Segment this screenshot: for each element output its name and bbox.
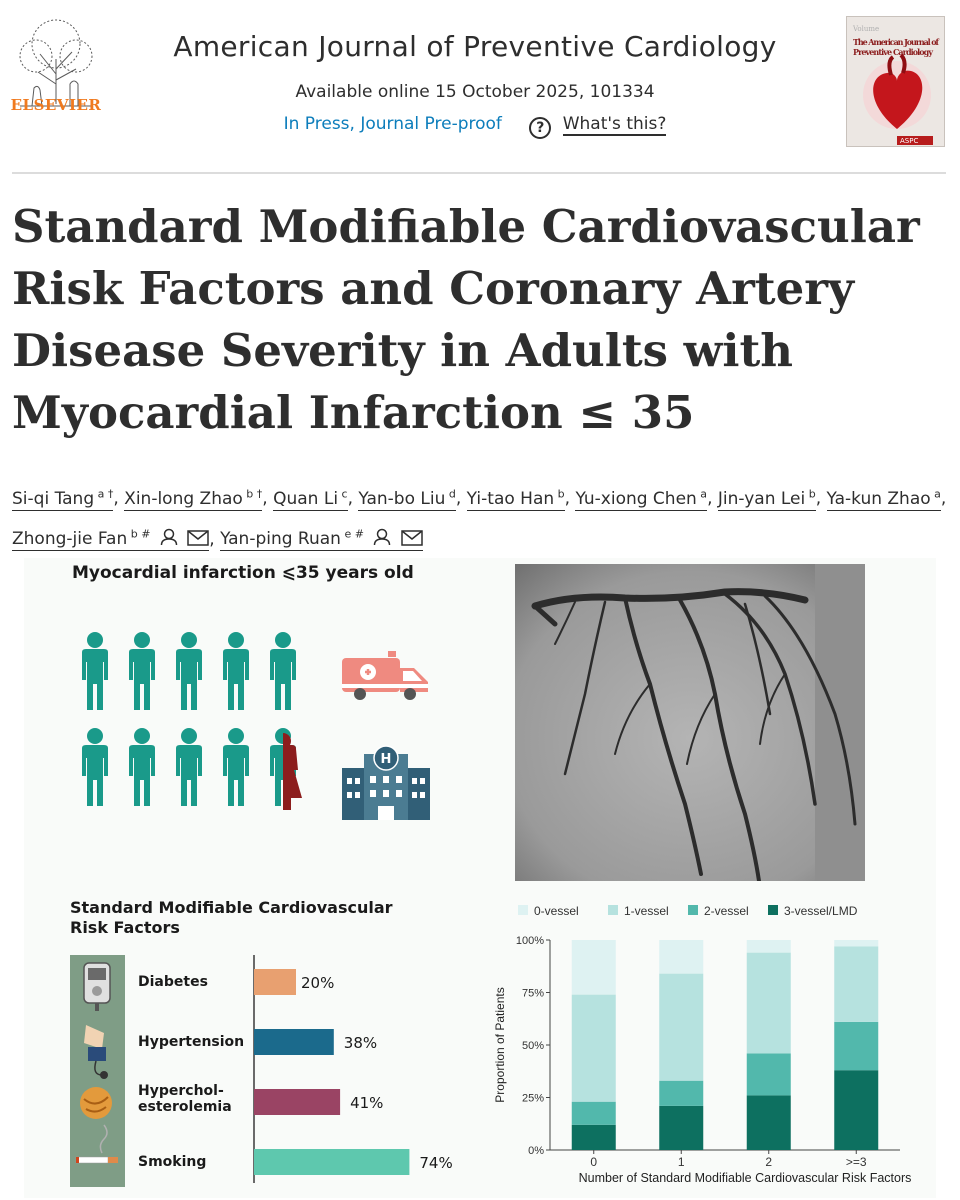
cover-badge: ASPC (900, 137, 919, 145)
stacked-bar-segment (834, 946, 878, 1022)
journal-title[interactable]: American Journal of Preventive Cardiology (173, 30, 777, 63)
risk-factor-label: Hyperchol- esterolemia (138, 1083, 232, 1115)
author-link[interactable]: Ya-kun Zhao $^a$ (826, 487, 941, 509)
ambulance-icon (342, 651, 428, 700)
stacked-bar-segment (834, 1022, 878, 1070)
legend-label: 3-vessel/LMD (784, 904, 858, 918)
x-axis-label: Number of Standard Modifiable Cardiovascular Risk Factors (578, 1171, 912, 1185)
person-icon (270, 632, 296, 710)
stacked-bar-segment (572, 1125, 616, 1150)
author-link[interactable]: Yan-ping Ruan $^{e \#}$ (220, 529, 423, 551)
stacked-bar-segment (834, 1070, 878, 1150)
legend-label: 2-vessel (704, 904, 749, 918)
stacked-bar-segment (659, 1081, 703, 1106)
author-link[interactable]: Yi-tao Han $^b$ (466, 487, 565, 509)
stacked-bar-segment (572, 995, 616, 1102)
person-icon (82, 632, 108, 710)
legend-swatch (518, 905, 528, 915)
author-list: Si-qi Tang $^{a \dagger}$, Xin-long Zhao $^{b \dagger}$, Quan Li $^c$, Yan-bo Liu $^d$, Yi-tao Han $^b$, Yu-xiong Chen $^a$, Jin-yan Lei $^b$, Ya-kun Zhao $^a$, Zhong-jie Fan $^{b \#}$ , Yan-ping Ruan $^{e \#}$ (12, 487, 947, 550)
person-icon (129, 728, 155, 806)
x-tick-label: 2 (765, 1155, 773, 1169)
risk-factor-bar (254, 1089, 340, 1115)
person-icon (176, 632, 202, 710)
whats-this-link[interactable]: What's this? (562, 114, 667, 134)
risk-factor-label: Diabetes (138, 974, 208, 990)
stacked-bar-segment (659, 940, 703, 974)
author-link[interactable]: Zhong-jie Fan $^{b \#}$ (12, 529, 209, 551)
risk-factor-label: Smoking (138, 1154, 207, 1170)
risk-factor-value-label: 41% (350, 1094, 384, 1112)
patient-icons-panel (70, 620, 450, 820)
blood-pressure-cuff-icon (84, 1025, 108, 1079)
person-icons-row-1 (82, 632, 296, 710)
stacked-bar-segment (747, 953, 791, 1054)
stacked-bar-segment (747, 940, 791, 953)
stacked-bar-segment (659, 974, 703, 1081)
in-press-link[interactable]: In Press, Journal Pre-proof (283, 114, 502, 134)
stacked-bar-segment (834, 940, 878, 946)
journal-cover-thumbnail[interactable] (846, 16, 945, 147)
female-person-icon (270, 728, 302, 810)
svg-text:H: H (380, 752, 392, 767)
publisher-wordmark: ELSEVIER (10, 96, 102, 114)
stacked-bar-segment (747, 1053, 791, 1095)
person-icons-row-2 (82, 728, 302, 810)
author-link[interactable]: Xin-long Zhao $^{b \dagger}$ (124, 487, 263, 509)
y-tick-label: 0% (528, 1145, 544, 1157)
risk-factor-value-label: 20% (301, 974, 335, 992)
y-axis-label: Proportion of Patients (493, 987, 507, 1103)
legend-label: 1-vessel (624, 904, 669, 918)
author-link[interactable]: Yu-xiong Chen $^a$ (575, 487, 708, 509)
envelope-icon (187, 530, 209, 546)
y-tick-label: 100% (515, 935, 544, 947)
person-icon (82, 728, 108, 806)
legend-swatch (768, 905, 778, 915)
person-icon (129, 632, 155, 710)
x-tick-label: 1 (677, 1155, 685, 1169)
publication-status-row (120, 114, 830, 139)
risk-factor-bar (254, 1029, 334, 1055)
stacked-bar-segment (747, 1095, 791, 1150)
glucose-meter-icon (84, 963, 110, 1011)
risk-factors-heading: Standard Modifiable Cardiovascular Risk Factors (70, 898, 393, 937)
risk-factor-bar (254, 969, 296, 995)
person-icon (373, 528, 391, 546)
author-link[interactable]: Quan Li $^c$ (273, 487, 348, 509)
legend-label: 0-vessel (534, 904, 579, 918)
person-icon (176, 728, 202, 806)
risk-factor-bar-chart (70, 955, 490, 1195)
stacked-bar-segment (572, 1102, 616, 1125)
envelope-icon (401, 530, 423, 546)
person-icon (223, 728, 249, 806)
legend-swatch (688, 905, 698, 915)
coronary-angiogram-image (515, 564, 865, 881)
available-online-date: Available online 15 October 2025, 101334 (295, 82, 655, 102)
svg-text:Volume: Volume (853, 25, 880, 33)
risk-factor-value-label: 38% (343, 1034, 378, 1052)
cigarette-icon (76, 1125, 118, 1163)
graphical-abstract-heading: Myocardial infarction ⩽35 years old (72, 563, 414, 583)
legend-swatch (608, 905, 618, 915)
person-icon (160, 528, 178, 546)
header-divider (12, 172, 946, 174)
svg-text:Preventive Cardiology: Preventive Cardiology (853, 47, 933, 57)
vessel-disease-stacked-chart (490, 895, 920, 1195)
article-header (0, 0, 960, 170)
author-link[interactable]: Jin-yan Lei $^b$ (717, 487, 816, 509)
risk-factor-value-label: 74% (419, 1154, 453, 1172)
cholesterol-icon (80, 1087, 112, 1119)
y-tick-label: 50% (521, 1040, 544, 1052)
author-link[interactable]: Si-qi Tang $^{a \dagger}$ (12, 487, 114, 509)
article-title: Standard Modifiable Cardiovascular Risk Factors and Coronary Artery Disease Severity in Adults with Myocardial Infarction ≤ 35 (12, 200, 920, 439)
person-icon (223, 632, 249, 710)
question-mark-icon[interactable]: ? (529, 117, 551, 139)
stacked-bar-segment (659, 1106, 703, 1150)
y-tick-label: 75% (521, 987, 544, 1000)
x-tick-label: >=3 (845, 1155, 867, 1169)
cover-title-text: The American Journal of (853, 37, 939, 47)
risk-factor-label: Hypertension (138, 1034, 245, 1050)
risk-factor-bar (254, 1149, 409, 1175)
hospital-icon (342, 746, 430, 820)
x-tick-label: 0 (590, 1155, 598, 1169)
y-tick-label: 25% (521, 1092, 544, 1105)
author-link[interactable]: Yan-bo Liu $^d$ (358, 487, 456, 509)
stacked-bar-segment (572, 940, 616, 995)
